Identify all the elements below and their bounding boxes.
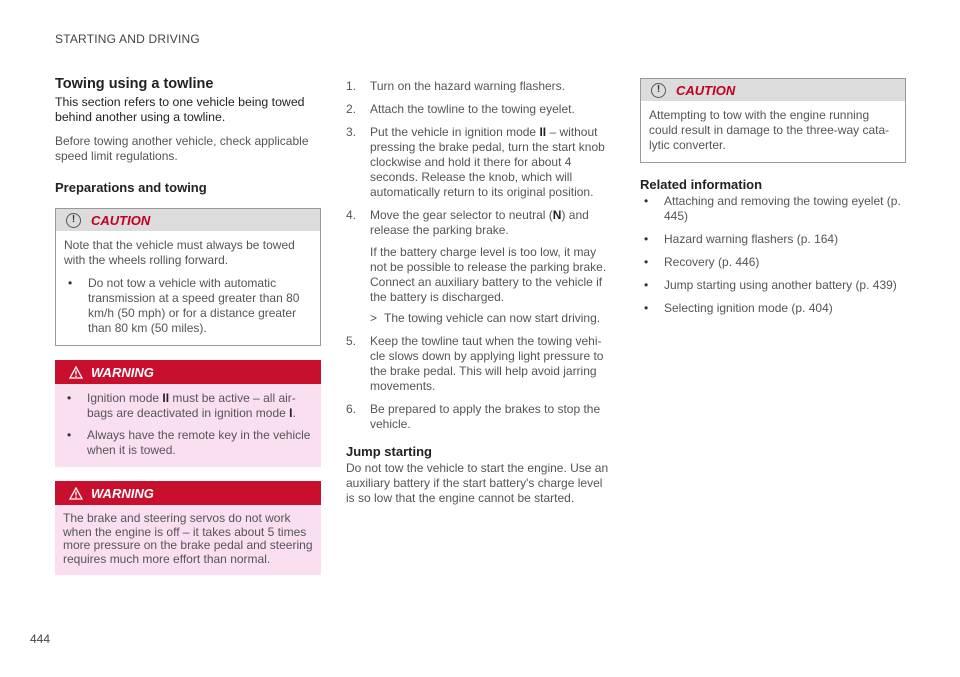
warning-box-servos	[55, 481, 321, 575]
step: 4. Move the gear selector to neutral (N) and release the parking brake. If the battery charge level is too low, it may not be possible to release the parking brake. Connect an auxiliary battery to the vehicle if the battery is discharged. > The towing vehicle can now start driving.	[346, 208, 614, 326]
caution-text: Attempting to tow with the engine running could result in damage to the three-way cata-lytic converter.	[649, 108, 890, 152]
related-list	[640, 194, 906, 316]
caution-box-converter	[640, 78, 906, 163]
column-left	[55, 76, 321, 589]
column-middle	[346, 79, 614, 506]
step: 6. Be prepared to apply the brakes to stop the vehicle.	[346, 402, 601, 431]
step-note: If the battery charge level is too low, it may not be possible to release the parking brake. Connect an auxiliary battery to the vehicle if the battery is discharged.	[370, 245, 607, 304]
exclamation-icon: !	[66, 213, 81, 228]
related-info-title: Related information	[640, 177, 763, 192]
jump-starting-title: Jump starting	[346, 444, 432, 459]
warning-bullet: • Ignition mode II must be active – all air-bags are deactivated in ignition mode I.	[63, 391, 313, 421]
warning-label: WARNING	[91, 485, 154, 501]
towing-steps	[346, 79, 614, 432]
section-title: Towing using a towline	[55, 76, 214, 92]
related-link[interactable]: • Recovery (p. 446)	[640, 255, 906, 270]
page-header: STARTING AND DRIVING	[55, 32, 200, 46]
step: 1. Turn on the hazard warning flashers.	[346, 79, 565, 93]
warning-box-airbags	[55, 360, 321, 467]
intro-text: Before towing another vehicle, check applicable speed limit regulations.	[55, 134, 309, 163]
caution-bullet: • Do not tow a vehicle with automatic transmission at a speed greater than 80 km/h (50 mph) or for a distance greater than 80 km (50 miles).	[64, 276, 312, 336]
caution-box	[55, 208, 321, 346]
related-link[interactable]: • Jump starting using another battery (p. 439)	[640, 278, 906, 293]
warning-text: The brake and steering servos do not work when the engine is off – it takes about 5 times more pressure on the brake pedal and steering requires much more effort than normal.	[63, 511, 313, 566]
subsection-title: Preparations and towing	[55, 180, 207, 195]
warning-triangle-icon	[69, 487, 83, 500]
related-link[interactable]: • Hazard warning flashers (p. 164)	[640, 232, 906, 247]
caution-text: Note that the vehicle must always be towed with the wheels rolling forward.	[64, 238, 295, 267]
column-right	[640, 78, 906, 316]
warning-label: WARNING	[91, 364, 154, 380]
caution-label: CAUTION	[91, 212, 151, 228]
related-link[interactable]: • Attaching and removing the towing eyelet (p. 445)	[640, 194, 906, 224]
section-lead: This section refers to one vehicle being towed behind another using a towline.	[55, 95, 305, 124]
page-number: 444	[30, 632, 51, 646]
exclamation-icon: !	[651, 83, 666, 98]
step: 5. Keep the towline taut when the towing vehi-cle slows down by applying light pressure to the brake pedal. This will help avoid jarring movements.	[346, 334, 604, 393]
related-link[interactable]: • Selecting ignition mode (p. 404)	[640, 301, 906, 316]
step: 2. Attach the towline to the towing eyelet.	[346, 102, 575, 116]
warning-bullet: • Always have the remote key in the vehicle when it is towed.	[63, 428, 313, 458]
step-result: > The towing vehicle can now start driving.	[370, 311, 601, 325]
step: 3. Put the vehicle in ignition mode II – without pressing the brake pedal, turn the start knob clockwise and hold it there for about 4 seconds. Release the knob, which will automatically return to its original position.	[346, 125, 605, 199]
warning-triangle-icon	[69, 366, 83, 379]
caution-label: CAUTION	[676, 82, 736, 98]
jump-starting-text: Do not tow the vehicle to start the engine. Use an auxiliary battery if the start battery's charge level is so low that the engine cannot be started.	[346, 461, 609, 505]
